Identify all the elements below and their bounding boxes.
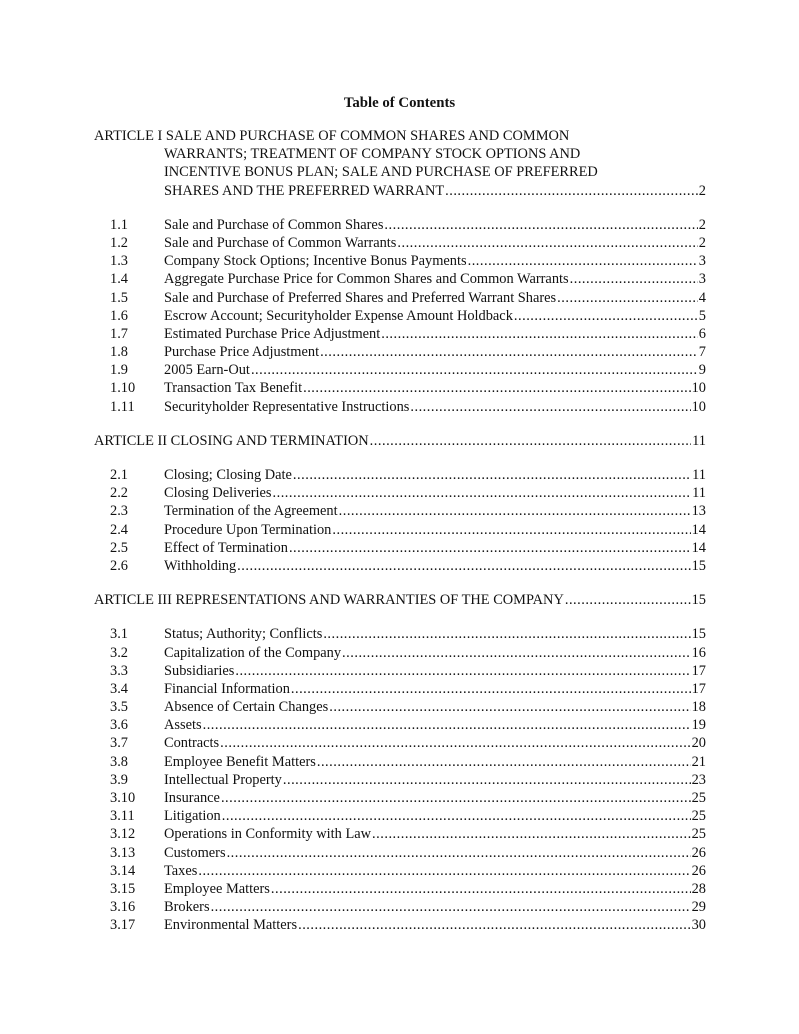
section-title: Financial Information [164,680,290,697]
page-number: 16 [691,644,706,661]
page-number: 2 [698,234,706,251]
section-title: Sale and Purchase of Preferred Shares and Preferred Warrant Shares [164,289,557,306]
section-title: Transaction Tax Benefit [164,380,303,397]
dot-leader [565,591,691,609]
section-title: Sale and Purchase of Common Shares [164,216,384,233]
section-title: Assets [164,717,202,734]
section-number: 3.13 [110,844,136,861]
section-list [0,216,799,416]
section-number: 3.4 [110,680,128,697]
section-number: 1.8 [110,344,128,361]
dot-leader [227,844,691,862]
article-heading-line: ARTICLE III REPRESENTATIONS AND WARRANTIES OF THE COMPANY [94,592,564,609]
toc-entry[interactable] [0,343,799,361]
section-number: 1.10 [110,380,136,397]
dot-leader [251,361,698,379]
page-number: 11 [692,467,706,483]
dot-leader [203,716,691,734]
article-heading[interactable] [94,591,706,609]
section-number: 2.1 [110,467,128,483]
dot-leader [289,539,691,557]
dot-leader [468,252,698,270]
toc-entry[interactable] [0,521,799,539]
article-heading[interactable] [94,432,706,450]
page-number: 14 [691,539,706,556]
article-2 [0,432,799,575]
section-number: 1.7 [110,325,128,342]
section-title: Effect of Termination [164,539,288,556]
page-number: 17 [691,662,706,679]
page-number: 26 [691,844,706,861]
section-number: 1.11 [110,398,135,415]
dot-leader [237,557,690,575]
section-number: 1.9 [110,362,128,379]
dot-leader [273,484,692,502]
section-number: 2.2 [110,485,128,502]
toc-entry[interactable] [0,484,799,502]
section-title: Procedure Upon Termination [164,521,332,538]
section-title: Employee Benefit Matters [164,753,316,770]
section-title: Taxes [164,862,198,879]
article-heading-line: ARTICLE I SALE AND PURCHASE OF COMMON SHARES AND COMMON [94,128,570,144]
section-number: 2.6 [110,557,128,574]
page-number: 26 [691,862,706,879]
toc-entry[interactable] [0,844,799,862]
page-number: 6 [698,325,706,342]
dot-leader [222,807,691,825]
toc-entry[interactable] [0,325,799,343]
dot-leader [557,289,698,307]
page-number: 19 [691,717,706,734]
dot-leader [381,325,698,343]
dot-leader [329,698,690,716]
toc-entry[interactable] [0,644,799,662]
section-number: 3.14 [110,862,136,879]
dot-leader [320,343,698,361]
toc-entry[interactable] [0,361,799,379]
section-title: Insurance [164,790,220,806]
table-of-contents [0,127,799,935]
section-title: Subsidiaries [164,662,235,679]
section-title: Termination of the Agreement [164,503,338,520]
dot-leader [445,182,698,200]
page-number: 13 [691,503,706,520]
dot-leader [384,216,697,234]
section-title: Brokers [164,899,210,916]
toc-entry[interactable] [0,807,799,825]
toc-entry[interactable] [0,698,799,716]
toc-entry[interactable] [0,502,799,520]
toc-entry[interactable] [0,557,799,575]
article-heading-last-line [94,182,706,200]
article-1 [0,127,799,416]
page-title: Table of Contents [343,95,456,111]
dot-leader [221,789,691,807]
section-number: 3.17 [110,917,136,934]
page-number: 25 [691,790,706,806]
page-number: 15 [691,626,706,643]
section-title: Environmental Matters [164,917,298,934]
section-number: 3.6 [110,717,128,734]
page-number: 2 [698,182,706,199]
dot-leader [410,398,690,416]
page-number: 11 [692,485,706,502]
section-title: Escrow Account; Securityholder Expense Amount Holdback [164,307,513,324]
toc-entry[interactable] [0,662,799,680]
dot-leader [342,644,691,662]
section-number: 3.12 [110,826,136,843]
page-number: 11 [692,432,706,449]
section-number: 3.1 [110,626,128,643]
page-number: 10 [691,380,706,397]
toc-entry[interactable] [0,216,799,234]
page-number: 14 [691,521,706,538]
section-number: 1.6 [110,307,128,324]
section-title: Withholding [164,557,237,574]
dot-leader [211,898,691,916]
toc-entry[interactable] [0,625,799,643]
page-number: 15 [691,592,706,609]
section-title: Company Stock Options; Incentive Bonus Payments [164,253,467,270]
toc-entry[interactable] [0,270,799,288]
dot-leader [235,662,690,680]
dot-leader [220,734,690,752]
dot-leader [293,466,691,484]
section-title: Absence of Certain Changes [164,699,329,716]
toc-entry[interactable] [0,898,799,916]
dot-leader [317,753,691,771]
dot-leader [303,379,691,397]
section-title: Closing Deliveries [164,485,272,502]
toc-entry[interactable] [0,716,799,734]
toc-entry[interactable] [0,789,799,807]
section-title: Customers [164,844,226,861]
section-title: Intellectual Property [164,771,282,788]
section-number: 3.3 [110,662,128,679]
page-number: 3 [698,253,706,270]
article-3 [0,591,799,934]
section-list [0,466,799,575]
section-title: Capitalization of the Company [164,644,342,661]
page-number: 25 [691,826,706,843]
toc-entry[interactable] [0,680,799,698]
section-number: 2.3 [110,503,128,520]
page-number: 15 [691,557,706,574]
section-title: Purchase Price Adjustment [164,344,320,361]
page-number: 23 [691,771,706,788]
page-number: 9 [698,362,706,379]
toc-entry[interactable] [0,880,799,898]
page-number: 28 [691,880,706,897]
dot-leader [271,880,691,898]
page-number: 5 [698,307,706,324]
dot-leader [397,234,697,252]
section-number: 3.5 [110,699,128,716]
page-number: 25 [691,808,706,825]
section-number: 3.2 [110,644,128,661]
dot-leader [298,916,691,934]
toc-entry[interactable] [0,466,799,484]
section-number: 1.4 [110,271,128,288]
section-number: 2.5 [110,539,128,556]
dot-leader [332,521,690,539]
page-number: 10 [691,398,706,415]
section-number: 1.1 [110,216,128,233]
toc-entry[interactable] [0,307,799,325]
section-number: 1.2 [110,234,128,251]
page-number: 4 [698,289,706,306]
section-number: 1.5 [110,289,128,306]
toc-entry[interactable] [0,771,799,789]
section-title: Securityholder Representative Instructions [164,398,410,415]
section-number: 3.16 [110,899,136,916]
article-heading-last-line [94,432,706,450]
dot-leader [291,680,691,698]
section-number: 3.8 [110,753,128,770]
toc-entry[interactable] [0,234,799,252]
dot-leader [372,825,691,843]
section-title: Contracts [164,735,220,752]
page-number: 30 [691,917,706,934]
article-heading-line: SHARES AND THE PREFERRED WARRANT [164,182,445,199]
page-number: 17 [691,680,706,697]
section-number: 3.15 [110,880,136,897]
section-number: 1.3 [110,253,128,270]
page-number: 2 [698,216,706,233]
page-number: 21 [691,753,706,770]
toc-entry[interactable] [0,252,799,270]
page-number: 18 [691,699,706,716]
toc-entry[interactable] [0,734,799,752]
toc-entry[interactable] [0,862,799,880]
article-heading-line: ARTICLE II CLOSING AND TERMINATION [94,432,369,449]
toc-entry[interactable] [0,539,799,557]
dot-leader [198,862,690,880]
toc-entry[interactable] [0,916,799,934]
section-list [0,625,799,934]
section-title: Closing; Closing Date [164,467,292,483]
section-number: 3.9 [110,771,128,788]
section-number: 3.10 [110,790,136,806]
section-title: Sale and Purchase of Common Warrants [164,234,397,251]
section-title: Aggregate Purchase Price for Common Shares and Common Warrants [164,271,569,288]
page-number: 20 [691,735,706,752]
section-title: Litigation [164,808,221,825]
page-number: 3 [698,271,706,288]
section-number: 3.7 [110,735,128,752]
article-heading-last-line [94,591,706,609]
section-number: 3.11 [110,808,135,825]
page-number: 7 [698,344,706,361]
section-title: Operations in Conformity with Law [164,826,372,843]
dot-leader [570,270,698,288]
section-title: Estimated Purchase Price Adjustment [164,325,381,342]
dot-leader [514,307,698,325]
article-heading[interactable] [94,127,706,200]
dot-leader [339,502,691,520]
toc-entry[interactable] [0,289,799,307]
article-heading-line: WARRANTS; TREATMENT OF COMPANY STOCK OPTIONS AND [164,146,581,163]
dot-leader [283,771,691,789]
section-number: 2.4 [110,521,128,538]
toc-entry[interactable] [0,379,799,397]
dot-leader [370,432,691,450]
toc-entry[interactable] [0,398,799,416]
section-title: 2005 Earn-Out [164,362,250,379]
page-number: 29 [691,899,706,916]
toc-entry[interactable] [0,753,799,771]
toc-entry[interactable] [0,825,799,843]
dot-leader [323,625,690,643]
article-heading-line: INCENTIVE BONUS PLAN; SALE AND PURCHASE OF PREFERRED [164,164,598,181]
section-title: Employee Matters [164,880,270,897]
section-title: Status; Authority; Conflicts [164,626,323,643]
